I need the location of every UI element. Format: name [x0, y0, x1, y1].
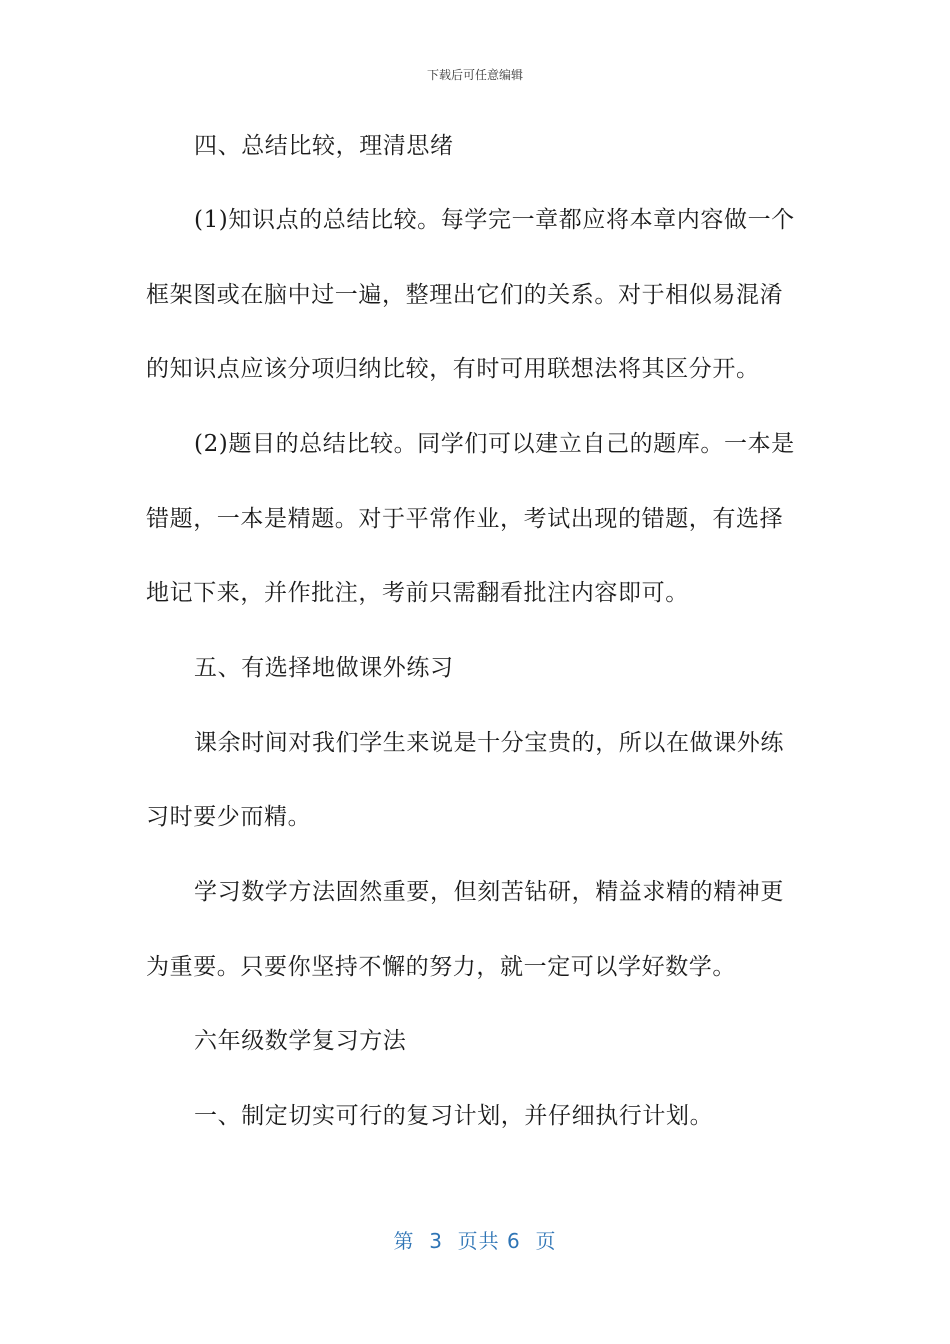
paragraph-line: 为重要。只要你坚持不懈的努力，就一定可以学好数学。 [146, 954, 736, 980]
page-header: 下载后可任意编辑 [426, 68, 523, 82]
paragraph-line: 习时要少而精。 [146, 804, 312, 830]
paragraph-line: 一、制定切实可行的复习计划，并仔细执行计划。 [194, 1103, 714, 1129]
paragraph-line: 框架图或在脑中过一遍，整理出它们的关系。对于相似易混淆 [146, 282, 784, 308]
heading-review-methods: 六年级数学复习方法 [194, 1028, 407, 1054]
paragraph-line: 地记下来，并作批注，考前只需翻看批注内容即可。 [146, 580, 689, 606]
paragraph-line: 的知识点应该分项归纳比较，有时可用联想法将其区分开。 [146, 356, 760, 382]
paragraph-line: 学习数学方法固然重要，但刻苦钻研，精益求精的精神更 [194, 879, 784, 905]
page-footer: 第 3 页共 6 页 [393, 1229, 557, 1253]
paragraph-line: 错题，一本是精题。对于平常作业，考试出现的错题，有选择 [146, 506, 784, 532]
paragraph-line: 课余时间对我们学生来说是十分宝贵的，所以在做课外练 [194, 730, 784, 756]
paragraph-line: (1)知识点的总结比较。每学完一章都应将本章内容做一个 [194, 207, 795, 233]
heading-summary-compare: 四、总结比较，理清思绪 [194, 133, 454, 159]
paragraph-line: (2)题目的总结比较。同学们可以建立自己的题库。一本是 [194, 431, 795, 457]
heading-extra-practice: 五、有选择地做课外练习 [194, 655, 454, 681]
